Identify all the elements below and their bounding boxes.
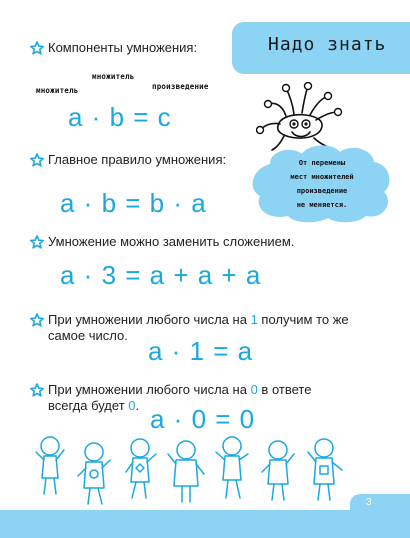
- label-factor-1: множитель: [36, 86, 79, 95]
- formula-components: a · b = c: [68, 102, 172, 132]
- section-5-line2: всегда будет: [48, 398, 125, 413]
- formula-commutative: a · b = b · a: [60, 188, 207, 218]
- bottom-bar: [0, 510, 410, 538]
- section-2-text: Главное правило умножения:: [48, 152, 227, 167]
- formula-identity: a · 1 = a: [148, 336, 254, 366]
- formula-addition: a · 3 = a + a + a: [60, 260, 262, 290]
- page-number-box: [350, 494, 410, 538]
- header-panel: [232, 22, 410, 74]
- star-bullet-icon: [30, 41, 44, 55]
- panel-title: Надо знать: [268, 34, 387, 55]
- section-5-line1-end: в ответе: [261, 382, 312, 397]
- cloud-line: мест множителей: [290, 173, 354, 181]
- star-bullet-icon: [30, 153, 44, 167]
- section-5-line2-end: .: [135, 398, 140, 413]
- star-bullet-icon: [30, 383, 44, 397]
- cloud-text: [258, 156, 386, 212]
- section-5-line1: При умножении любого числа на: [48, 382, 247, 397]
- section-4-line1-end: получим то же: [261, 312, 349, 327]
- section-4-line2: самое число.: [48, 328, 128, 343]
- formula-zero: a · 0 = 0: [150, 404, 256, 434]
- section-5-num: 0: [250, 382, 258, 397]
- section-5-num2: 0: [128, 398, 136, 413]
- section-4-line1: При умножении любого числа на: [48, 312, 247, 327]
- star-bullet-icon: [30, 235, 44, 249]
- section-4-num: 1: [250, 312, 258, 327]
- cloud-line: не меняется.: [296, 201, 348, 209]
- section-3-text: Умножение можно заменить сложением.: [48, 234, 295, 249]
- label-product: произведение: [152, 82, 209, 91]
- kids-illustration-icon: [30, 434, 360, 508]
- cloud-line: От перемены: [298, 159, 346, 167]
- label-factor-2: множитель: [92, 72, 135, 81]
- cloud-line: произведение: [296, 187, 348, 195]
- star-bullet-icon: [30, 313, 44, 327]
- page-number: 3: [366, 497, 372, 508]
- section-1-text: Компоненты умножения:: [48, 40, 198, 55]
